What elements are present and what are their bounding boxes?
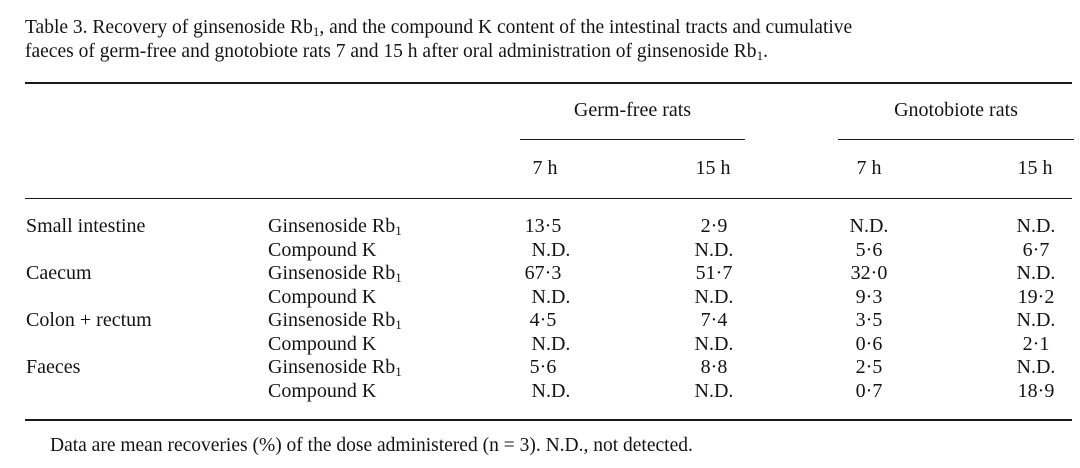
compound-label-k: Compound K: [268, 239, 377, 261]
group-header-gnotobiote: Gnotobiote rats: [894, 99, 1018, 121]
time-header: 15 h: [1017, 157, 1053, 179]
table-cell: N.D.: [694, 380, 734, 402]
compound-label-k: Compound K: [268, 380, 377, 402]
table-cell: 5·6: [529, 356, 557, 378]
caption-line-1: [25, 16, 1075, 40]
table-cell: N.D.: [1016, 309, 1056, 331]
table-cell: 19·2: [1017, 286, 1055, 308]
table-cell: N.D.: [531, 333, 571, 355]
table-cell: N.D.: [531, 380, 571, 402]
compound-label-k: Compound K: [268, 286, 377, 308]
table-footnote: Data are mean recoveries (%) of the dose administered (n = 3). N.D., not detected.: [50, 435, 693, 456]
table-cell: 4·5: [529, 309, 557, 331]
caption-text: .: [763, 41, 768, 62]
table-cell: 0·6: [855, 333, 883, 355]
table-cell: N.D.: [1016, 356, 1056, 378]
caption-line-2: [25, 40, 1075, 64]
caption-text: , and the compound K content of the intestinal tracts and cumulative: [319, 17, 853, 38]
compound-label-rb: Ginsenoside $Rb_1$: [268, 356, 402, 379]
compound-label-rb: Ginsenoside $Rb_1$: [268, 309, 402, 332]
table-cell: 13·5: [524, 215, 562, 237]
header-rule: [25, 198, 1072, 199]
table-cell: N.D.: [1016, 215, 1056, 237]
row-label-site: Faeces: [26, 356, 81, 378]
time-header: 7 h: [532, 157, 558, 179]
top-rule: [25, 82, 1072, 84]
table-cell: N.D.: [849, 215, 889, 237]
table-cell: 2·5: [855, 356, 883, 378]
row-label-site: Small intestine: [26, 215, 146, 237]
table-cell: N.D.: [1016, 262, 1056, 284]
table-caption: [25, 16, 1075, 64]
caption-subscript: 1: [312, 24, 320, 39]
compound-label-k: Compound K: [268, 333, 377, 355]
table-cell: 9·3: [855, 286, 883, 308]
table-cell: 8·8: [700, 356, 728, 378]
bottom-rule: [25, 419, 1072, 421]
table-cell: 2·1: [1022, 333, 1050, 355]
caption-subscript: 1: [756, 48, 764, 63]
table-cell: 67·3: [524, 262, 562, 284]
time-header: 15 h: [695, 157, 731, 179]
table-cell: 3·5: [855, 309, 883, 331]
table-cell: 6·7: [1022, 239, 1050, 261]
group-header-germ-free: Germ-free rats: [573, 99, 692, 121]
table-cell: N.D.: [531, 286, 571, 308]
table-cell: N.D.: [694, 333, 734, 355]
group-rule-gnotobiote: [838, 139, 1074, 140]
group-rule-germ-free: [520, 139, 745, 140]
compound-label-rb: Ginsenoside $Rb_1$: [268, 215, 402, 238]
time-header: 7 h: [856, 157, 882, 179]
table-cell: N.D.: [694, 286, 734, 308]
table-cell: 5·6: [855, 239, 883, 261]
caption-text: faeces of germ-free and gnotobiote rats 7 and 15 h after oral administration of ginsenoside Rb: [25, 41, 757, 62]
table-cell: 51·7: [695, 262, 733, 284]
caption-text: Table 3. Recovery of ginsenoside Rb: [25, 17, 313, 38]
table-cell: N.D.: [531, 239, 571, 261]
table-cell: 0·7: [855, 380, 883, 402]
compound-label-rb: Ginsenoside $Rb_1$: [268, 262, 402, 285]
table-cell: 7·4: [700, 309, 728, 331]
table-cell: 2·9: [700, 215, 728, 237]
table-cell: 18·9: [1017, 380, 1055, 402]
row-label-site: Colon + rectum: [26, 309, 152, 331]
table-cell: 32·0: [850, 262, 888, 284]
table-cell: N.D.: [694, 239, 734, 261]
row-label-site: Caecum: [26, 262, 92, 284]
